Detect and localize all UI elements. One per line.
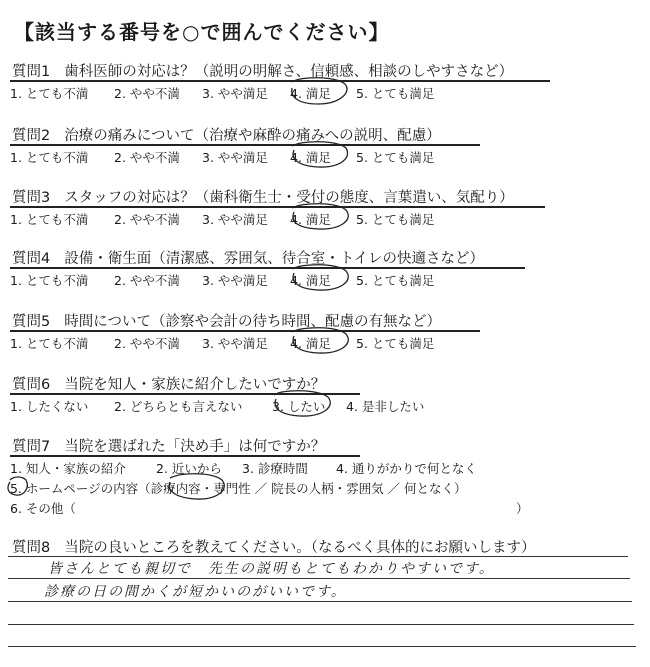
q7-option-3[interactable]: 3. 診療時間 [242,461,308,476]
question-1-underline [10,80,550,82]
question-4-text: 設備・衛生面（清潔感、雰囲気、待合室・トイレの快適さなど） [64,251,485,267]
q4-option-3[interactable]: 3. やや満足 [202,273,268,288]
q6-option-3[interactable]: 3. したい [272,399,326,414]
q5-option-4[interactable]: 4. 満足 [290,336,331,351]
q3-option-3[interactable]: 3. やや満足 [202,212,268,227]
q2-option-3[interactable]: 3. やや満足 [202,150,268,165]
answer-line-5 [8,646,636,647]
q6-option-4[interactable]: 4. 是非したい [346,399,425,414]
q4-option-2[interactable]: 2. やや不満 [114,273,180,288]
q6-option-1[interactable]: 1. したくない [10,399,89,414]
page-title: 【該当する番号を○で囲んでください】 [14,20,390,44]
question-4-underline [10,267,525,269]
question-3-underline [10,206,545,208]
q7-option-5[interactable]: 5. ホームページの内容（診療内容・専門性 ／ 院長の人柄・雰囲気 ／ 何となく） [10,481,467,496]
q1-option-1[interactable]: 1. とても不満 [10,86,89,101]
question-4-number: 質問4 [12,251,51,267]
question-2-underline [10,144,480,146]
question-2-number: 質問2 [12,128,51,144]
question-8 [12,536,535,557]
question-5-number: 質問5 [12,314,51,330]
q2-option-1[interactable]: 1. とても不満 [10,150,89,165]
q7-option-6[interactable]: 6. その他（ [10,501,76,516]
handwritten-answer-1[interactable]: 皆さんとても親切で 先生の説明もとてもわかりやすいです。 [48,561,495,577]
question-5 [12,310,441,331]
q1-option-3[interactable]: 3. やや満足 [202,86,268,101]
question-3-number: 質問3 [12,190,51,206]
q5-option-3[interactable]: 3. やや満足 [202,336,268,351]
q2-option-4[interactable]: 4. 満足 [290,150,331,165]
q1-option-5[interactable]: 5. とても満足 [356,86,435,101]
q3-option-1[interactable]: 1. とても不満 [10,212,89,227]
q3-option-5[interactable]: 5. とても満足 [356,212,435,227]
question-1 [12,60,513,81]
question-7-underline [10,455,360,457]
question-5-text: 時間について（診察や会計の待ち時間、配慮の有無など） [64,314,441,330]
question-8-text: 当院の良いところを教えてください。（なるべく具体的にお願いします） [64,540,536,556]
q1-option-2[interactable]: 2. やや不満 [114,86,180,101]
q5-option-5[interactable]: 5. とても満足 [356,336,435,351]
question-3 [12,186,514,207]
q1-option-4[interactable]: 4. 満足 [290,86,331,101]
q5-option-1[interactable]: 1. とても不満 [10,336,89,351]
answer-line-3 [8,601,632,602]
answer-line-2 [8,578,630,579]
q2-option-2[interactable]: 2. やや不満 [114,150,180,165]
question-2-text: 治療の痛みについて（治療や麻酔の痛みへの説明、配慮） [64,128,441,144]
question-6-number: 質問6 [12,377,51,393]
question-2 [12,124,441,145]
question-7 [12,435,325,456]
question-6-text: 当院を知人・家族に紹介したいですか？ [64,377,326,393]
q7-option-4[interactable]: 4. 通りがかりで何となく [336,461,477,476]
question-6-underline [10,393,360,395]
q4-option-5[interactable]: 5. とても満足 [356,273,435,288]
q7-option-2[interactable]: 2. 近いから [156,461,222,476]
question-8-number: 質問8 [12,540,51,556]
question-4 [12,247,484,268]
q6-option-2[interactable]: 2. どちらとも言えない [114,399,243,414]
question-6 [12,373,325,394]
question-5-underline [10,330,480,332]
question-1-text: 歯科医師の対応は？（説明の明解さ、信頼感、相談のしやすさなど） [64,64,514,80]
q4-option-4[interactable]: 4. 満足 [290,273,331,288]
q2-option-5[interactable]: 5. とても満足 [356,150,435,165]
q4-option-1[interactable]: 1. とても不満 [10,273,89,288]
question-7-text: 当院を選ばれた「決め手」は何ですか？ [64,439,326,455]
question-7-number: 質問7 [12,439,51,455]
handwritten-answer-2[interactable]: 診療の日の間かくが短かいのがいいです。 [44,584,347,600]
q7-option-6-close: ） [516,501,529,516]
question-3-text: スタッフの対応は？（歯科衛生士・受付の態度、言葉遣い、気配り） [64,190,514,206]
q3-option-2[interactable]: 2. やや不満 [114,212,180,227]
q5-option-2[interactable]: 2. やや不満 [114,336,180,351]
q7-option-1[interactable]: 1. 知人・家族の紹介 [10,461,126,476]
question-1-number: 質問1 [12,64,51,80]
answer-line-4 [8,624,634,625]
q3-option-4[interactable]: 4. 満足 [290,212,331,227]
